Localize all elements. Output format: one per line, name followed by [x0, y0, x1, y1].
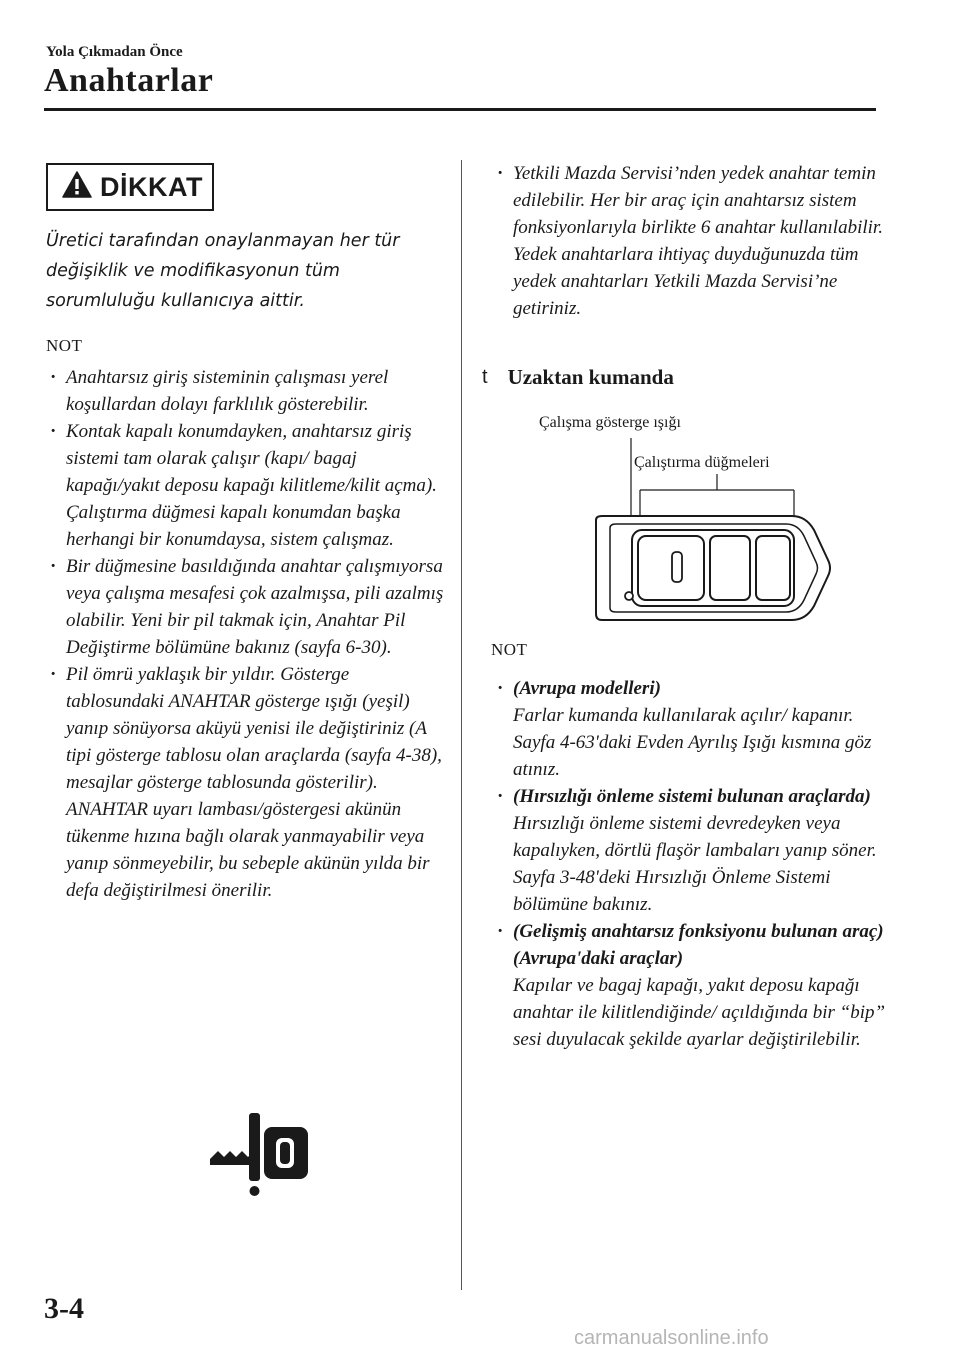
note-item-body: Kapılar ve bagaj kapağı, yakıt deposu kapağı anahtar ile kilitlendiğinde/ açıldığında bir “bip” sesi duyulacak şekilde ayarlar değiştirilebilir. — [513, 975, 886, 1050]
note-item-body: Hırsızlığı önleme sistemi devredeyken veya kapalıyken, dörtlü flaşör lambaları yanıp söner. Sayfa 3-48'deki Hırsızlığı Önleme Sistemi bölümüne bakınız. — [513, 813, 877, 915]
note-item-body: Farlar kumanda kullanılarak açılır/ kapanır. Sayfa 4-63'daki Evden Ayrılış Işığı kısmına göz atınız. — [513, 705, 872, 780]
list-item: · Kontak kapalı konumdayken, anahtarsız giriş sistemi tam olarak çalışır (kapı/ bagaj kapağı/yakıt deposu kapağı kilitleme/kilit açma). Çalıştırma düğmesi kapalı konumdan başka herhangi bir konumdaysa, sistem çalışmaz. — [46, 418, 446, 553]
note-item-heading: · (Hırsızlığı önleme sistemi bulunan araçlarda) — [513, 786, 871, 807]
remote-note-list — [493, 675, 888, 1053]
key-fob-illustration-icon — [570, 430, 840, 635]
list-item: · Anahtarsız giriş sisteminin çalışması yerel koşullardan dolayı farklılık gösterebilir. — [46, 364, 446, 418]
section-label: Yola Çıkmadan Önce — [46, 44, 183, 60]
column-divider — [461, 160, 462, 1290]
list-item: · Yetkili Mazda Servisi’nden yedek anahtar temin edilebilir. Her bir araç için anahtarsız sistem fonksiyonlarıyla birlikte 6 anahtar kullanılabilir. Yedek anahtarlara ihtiyaç duyduğunuzda tüm yedek anahtarları Yetkili Mazda Servisi’ne getiriniz. — [493, 160, 883, 322]
note-list — [46, 364, 446, 904]
warning-triangle-icon — [62, 171, 92, 203]
page-number: 3-4 — [44, 1292, 84, 1325]
note-item-heading: · (Avrupa modelleri) — [513, 678, 661, 699]
section-heading — [482, 365, 674, 390]
list-item — [493, 918, 888, 1053]
caution-label: DİKKAT — [100, 171, 203, 202]
list-item — [493, 783, 888, 918]
caution-box — [46, 163, 214, 211]
spare-key-note — [493, 160, 883, 322]
list-item — [493, 675, 888, 783]
callout-buttons: Çalıştırma düğmeleri — [634, 454, 770, 471]
section-title: Uzaktan kumanda — [507, 365, 674, 389]
header-rule — [44, 108, 876, 111]
note-label-right: NOT — [491, 640, 528, 659]
watermark: carmanualsonline.info — [574, 1327, 769, 1349]
callout-indicator-light: Çalışma gösterge ışığı — [539, 414, 681, 431]
list-item: · Bir düğmesine basıldığında anahtar çalışmıyorsa veya çalışma mesafesi çok azalmışsa, pili azalmış olabilir. Yeni bir pil takmak için, Anahtar Pil Değiştirme bölümüne bakınız (sayfa 6-30). — [46, 553, 446, 661]
caution-text: Üretici tarafından onaylanmayan her tür değişiklik ve modifikasyonun tüm sorumluluğu kullanıcıya aittir. — [46, 231, 400, 311]
section-marker: t — [482, 366, 488, 388]
page-title: Anahtarlar — [44, 62, 214, 99]
list-item: · Pil ömrü yaklaşık bir yıldır. Gösterge tablosundaki ANAHTAR gösterge ışığı (yeşil) yanıp sönüyorsa aküyü yenisi ile değiştiriniz (A tipi gösterge tablosu olan araçlarda (sayfa 4-38), mesajlar gösterge tablosunda gösterilir). ANAHTAR uyarı lambası/göstergesi akünün tükenme hızına bağlı olarak yanmayabilir veya yanıp sönmeyebilir, bu sebeple akünün yılda bir defa değiştirilmesi önerilir. — [46, 661, 446, 904]
key-warning-symbol-icon — [206, 1105, 310, 1202]
note-item-heading: · (Gelişmiş anahtarsız fonksiyonu bulunan araç) (Avrupa'daki araçlar) — [513, 921, 884, 969]
note-label: NOT — [46, 336, 83, 355]
